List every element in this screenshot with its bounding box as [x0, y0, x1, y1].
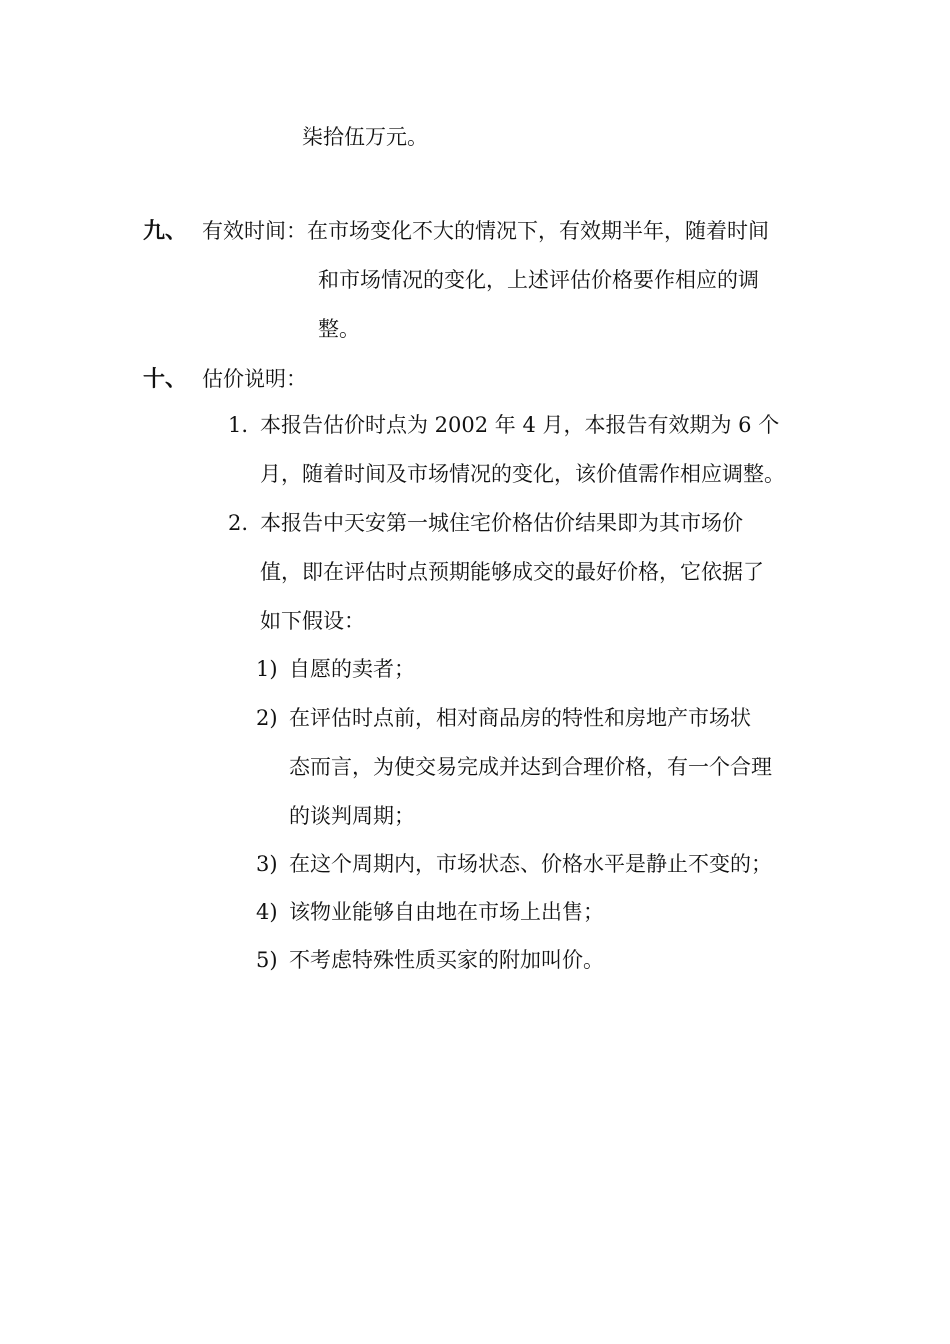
item-1-line-2: 月，随着时间及市场情况的变化，该价值需作相应调整。 [260, 462, 785, 486]
assumption-1-marker: 1) [256, 657, 278, 681]
item-1-marker: 1. [228, 413, 249, 437]
assumption-4-marker: 4) [256, 900, 278, 924]
assumption-3-marker: 3) [256, 852, 278, 876]
assumption-2-line-2: 态而言，为使交易完成并达到合理价格，有一个合理 [289, 755, 772, 779]
assumption-1-line-1: 自愿的卖者； [289, 657, 415, 681]
assumption-5-marker: 5) [256, 948, 278, 972]
assumption-3-line-1: 在这个周期内，市场状态、价格水平是静止不变的； [289, 852, 772, 876]
item-2-line-3: 如下假设： [260, 609, 365, 633]
section-9-line-1: 有效时间：在市场变化不大的情况下，有效期半年，随着时间 [202, 219, 769, 243]
section-9-number: 九、 [143, 218, 188, 244]
assumption-2-line-3: 的谈判周期； [289, 804, 415, 828]
item-2-marker: 2. [228, 511, 249, 535]
assumption-4-line-1: 该物业能够自由地在市场上出售； [289, 900, 604, 924]
section-10-title: 估价说明： [202, 367, 307, 391]
section-9-line-3: 整。 [318, 317, 360, 341]
assumption-2-marker: 2) [256, 706, 278, 730]
carryover-text: 柒拾伍万元。 [302, 125, 428, 149]
assumption-2-line-1: 在评估时点前，相对商品房的特性和房地产市场状 [289, 706, 751, 730]
item-2-line-1: 本报告中天安第一城住宅价格估价结果即为其市场价 [260, 511, 743, 535]
item-2-line-2: 值，即在评估时点预期能够成交的最好价格，它依据了 [260, 560, 764, 584]
section-9-line-2: 和市场情况的变化，上述评估价格要作相应的调 [318, 268, 759, 292]
assumption-5-line-1: 不考虑特殊性质买家的附加叫价。 [289, 948, 604, 972]
item-1-line-1: 本报告估价时点为 2002 年 4 月，本报告有效期为 6 个 [260, 413, 780, 437]
section-10-number: 十、 [143, 366, 188, 392]
